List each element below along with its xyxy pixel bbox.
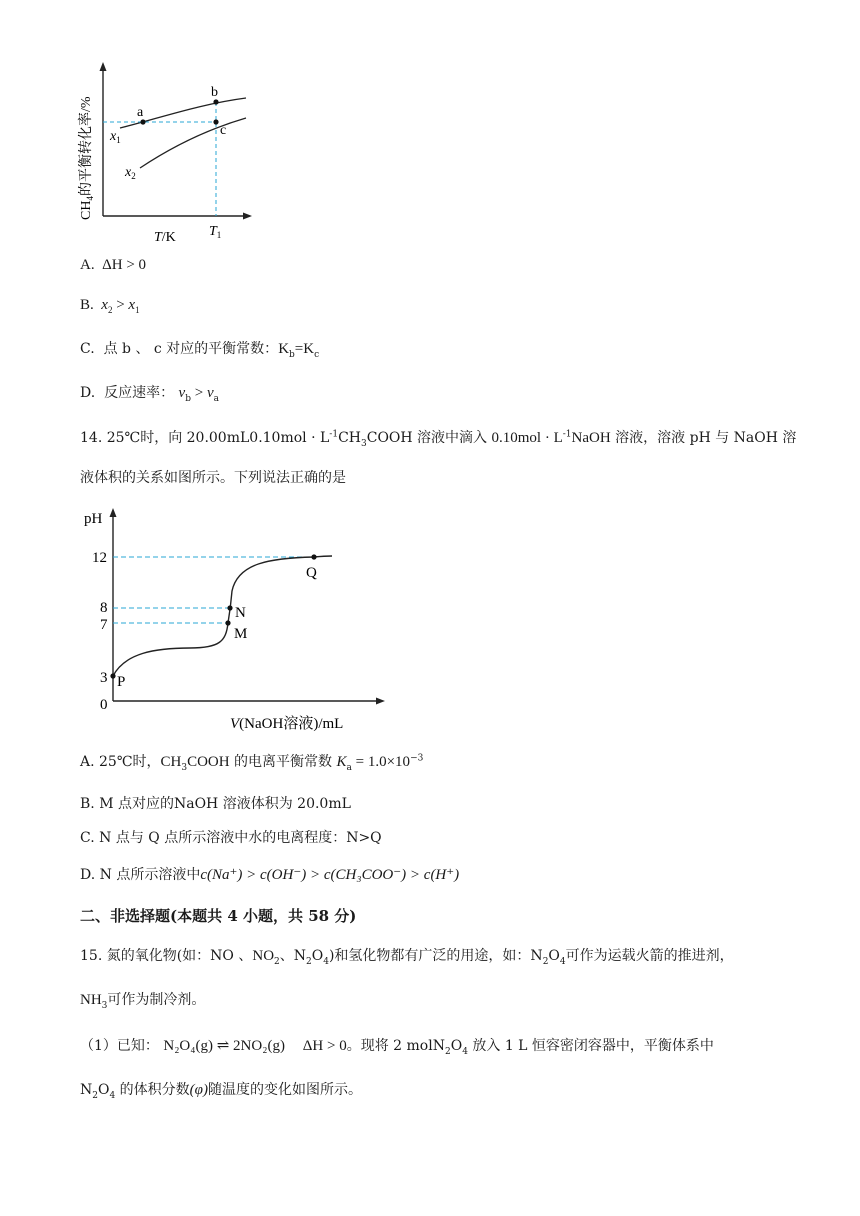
titration-chart bbox=[80, 503, 400, 733]
q15-line2: $NH_3$可作为制冷剂。 bbox=[80, 992, 206, 1011]
q13-option-a: A. ΔH > 0 bbox=[80, 257, 147, 273]
q13-option-c: C. 点 b 、 c 对应的平衡常数：$K_b=K_c$ bbox=[80, 341, 320, 360]
tick-8: 8 bbox=[100, 600, 108, 616]
chart2-ylabel: pH bbox=[84, 511, 103, 527]
point-b bbox=[213, 99, 218, 104]
label-x2: $x_2$ bbox=[125, 165, 136, 181]
q14-option-a: A. 25℃时，$CH_3COOH$ 的电离平衡常数 $K_a = 1.0\times 10^{-3}$ bbox=[80, 753, 424, 773]
chart2-y-arrow bbox=[110, 508, 117, 517]
q14-stem-line2: 液体积的关系如图所示。下列说法正确的是 bbox=[80, 470, 346, 486]
point-N bbox=[227, 605, 232, 610]
point-c bbox=[213, 119, 218, 124]
q14-option-c: C. N 点与 Q 点所示溶液中水的电离程度：N>Q bbox=[80, 830, 382, 846]
q14-option-d: D. N 点所示溶液中c(Na⁺) > c(OH⁻) > c(CH₃COO⁻) > c(H⁺) bbox=[80, 867, 460, 883]
tick-3: 3 bbox=[100, 670, 108, 686]
point-P bbox=[110, 673, 115, 678]
label-x1: $x_1$ bbox=[110, 129, 121, 145]
chart1-y-arrow bbox=[100, 62, 107, 71]
section2-heading: 二、非选择题(本题共 4 小题，共 58 分) bbox=[80, 907, 357, 925]
q13-option-b: B. $x_2 > x_1$ bbox=[80, 297, 140, 315]
q15-line1: 15. 氮的氧化物(如：NO 、$NO_2$、$N_2O_4$)和氢化物都有广泛的用途，如：$N_2O_4$可作为运载火箭的推进剂， bbox=[80, 948, 734, 967]
label-M: M bbox=[234, 626, 248, 642]
chart1-ylabel: $CH_4$的平衡转化率/% bbox=[79, 96, 95, 220]
label-b: b bbox=[211, 85, 218, 100]
label-Q: Q bbox=[306, 565, 317, 581]
tick-7: 7 bbox=[100, 617, 108, 633]
q15-line3: （1）已知： N₂O₄(g) ⇌ 2NO₂(g) ΔH > 0。现将 2 $molN_2O_4$ 放入 1 L 恒容密闭容器中，平衡体系中 bbox=[80, 1038, 714, 1057]
q14-stem-line1: 14. 25℃时，向 $20.00mL0.10mol \cdot L^{-1}CH_3COOH$ 溶液中滴入 $0.10mol \cdot L^{-1}NaOH$ 溶液，溶液 pH 与 NaOH 溶 bbox=[80, 429, 797, 449]
chart1-x-arrow bbox=[243, 213, 252, 220]
point-a bbox=[140, 119, 145, 124]
tick-12: 12 bbox=[92, 550, 107, 566]
label-a: a bbox=[137, 105, 144, 120]
label-P: P bbox=[117, 674, 126, 690]
chart2-x-arrow bbox=[376, 698, 385, 705]
point-Q bbox=[311, 554, 316, 559]
tick-0: 0 bbox=[100, 697, 108, 713]
label-c: c bbox=[220, 123, 227, 138]
curve-x2 bbox=[140, 118, 246, 168]
titration-curve bbox=[113, 556, 332, 676]
chart2-xlabel: V(NaOH溶液)/mL bbox=[230, 716, 344, 732]
q14-option-b: B. M 点对应的NaOH 溶液体积为 20.0mL bbox=[80, 796, 351, 812]
q15-line4: $N_2O_4$ 的体积分数(φ)随温度的变化如图所示。 bbox=[80, 1082, 362, 1101]
ch4-conversion-chart bbox=[70, 60, 270, 250]
chart1-xlabel: T/K bbox=[154, 230, 176, 245]
label-N: N bbox=[235, 605, 246, 621]
chart1-tick-T1: $T_1$ bbox=[209, 224, 222, 240]
point-M bbox=[225, 620, 230, 625]
q13-option-d: D. 反应速率： $v_b > v_a$ bbox=[80, 385, 219, 404]
